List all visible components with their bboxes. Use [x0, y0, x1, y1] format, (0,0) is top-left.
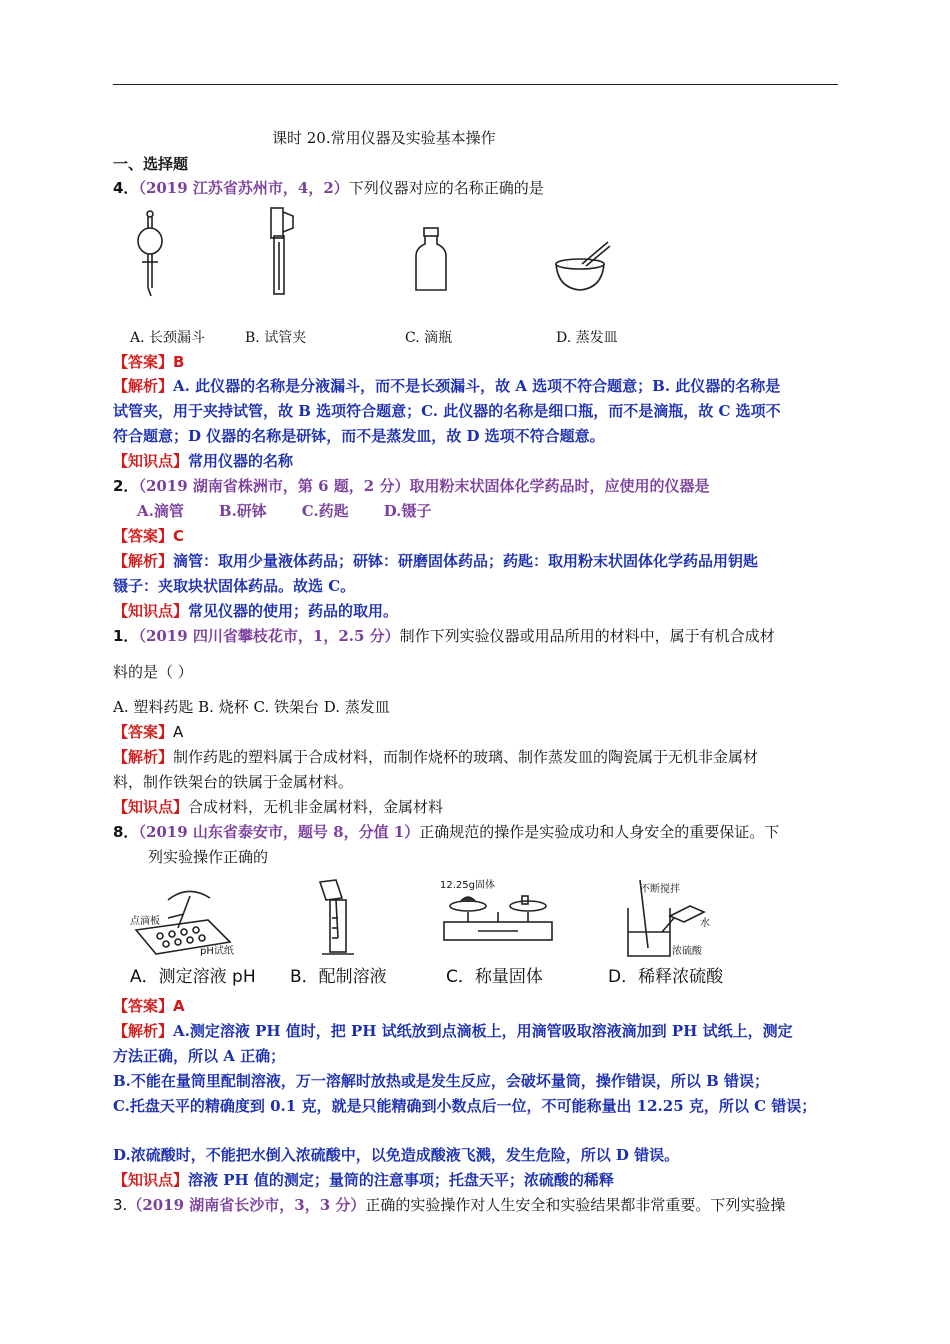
caption-c: C．称量固体: [446, 967, 543, 987]
spot-plate-label: 点滴板: [130, 916, 160, 927]
ph-paper-label: pH试纸: [200, 946, 234, 957]
knowledge-point: 【知识点】溶液 PH 值的测定；量筒的注意事项；托盘天平；浓硫酸的稀释: [113, 1171, 614, 1189]
caption-b: B．配制溶液: [290, 967, 387, 987]
mortar-and-pestle-figure: [552, 238, 614, 298]
balance-figure: [438, 888, 558, 962]
solid-mass-label: 12.25g固体: [440, 880, 495, 891]
graduated-cylinder-figure: [310, 878, 370, 962]
explanation-line: 方法正确，所以 A 正确；: [113, 1047, 286, 1065]
section-heading: 一、选择题: [113, 155, 189, 173]
question-stem-cont: 料的是（ ）: [113, 663, 193, 681]
question-source: （2019 江苏省苏州市，4，2）: [138, 179, 349, 197]
explanation-line: 【解析】制作药匙的塑料属于合成材料，而制作烧杯的玻璃、制作蒸发皿的陶瓷属于无机非金属材: [113, 748, 759, 766]
sulfuric-acid-label: 浓硫酸: [672, 946, 702, 957]
explanation-line: 试管夹，用于夹持试管，故 B 选项符合题意；C. 此仪器的名称是细口瓶，而不是滴瓶，故 C 选项不: [113, 402, 781, 420]
knowledge-point: 【知识点】常用仪器的名称: [113, 452, 294, 470]
explanation-line: C.托盘天平的精确度到 0.1 克，就是只能精确到小数点后一位，不可能称量出 12.25 克，所以 C 错误；: [113, 1097, 817, 1115]
explanation-line: B.不能在量筒里配制溶液，万一溶解时放热或是发生反应，会破坏量筒，操作错误，所以 B 错误；: [113, 1072, 770, 1090]
caption-a: A．测定溶液 pH: [130, 967, 256, 987]
knowledge-point: 【知识点】常见仪器的使用；药品的取用。: [113, 602, 399, 620]
water-label: 水: [700, 918, 710, 929]
option-c-label: C. 滴瓶: [405, 330, 453, 346]
explanation-line: 镊子：夹取块状固体药品。故选 C。: [113, 577, 356, 595]
question-8: 8．（2019 山东省泰安市，题号 8，分值 1）正确规范的操作是实验成功和人身安全的重要保证。下: [113, 823, 780, 841]
question-1: 1．（2019 四川省攀枝花市，1，2.5 分）制作下列实验仪器或用品所用的材料中，属于有机合成材: [113, 627, 775, 645]
test-tube-clamp-figure: [265, 206, 301, 300]
answer-line: 【答案】C: [113, 527, 185, 545]
options-line: A. 塑料药匙 B. 烧杯 C. 铁架台 D. 蒸发皿: [113, 698, 390, 716]
answer-line: 【答案】A: [113, 997, 185, 1015]
explanation-line: 符合题意；D 仪器的名称是研钵，而不是蒸发皿，故 D 选项不符合题意。: [113, 427, 605, 445]
top-rule: [113, 84, 838, 85]
question-stem: 下列仪器对应的名称正确的是: [348, 179, 544, 197]
option-a-label: A. 长颈漏斗: [130, 330, 206, 346]
stir-label: 不断搅拌: [640, 884, 680, 895]
separatory-funnel-figure: [133, 208, 173, 300]
explanation-line: 【解析】A.测定溶液 PH 值时，把 PH 试纸放到点滴板上，用滴管吸取溶液滴加到 PH 试纸上，测定: [113, 1022, 793, 1040]
question-stem-cont: 列实验操作正确的: [148, 848, 269, 866]
option-b-label: B. 试管夹: [245, 330, 307, 346]
knowledge-point: 【知识点】合成材料，无机非金属材料，金属材料: [113, 798, 444, 816]
page-title: 课时 20.常用仪器及实验基本操作: [272, 129, 496, 147]
option-d-label: D. 蒸发皿: [556, 330, 618, 346]
question-4: 4．（2019 江苏省苏州市，4，2）下列仪器对应的名称正确的是: [113, 179, 544, 197]
answer-line: 【答案】B: [113, 353, 185, 371]
explanation-line: D.浓硫酸时，不能把水倒入浓硫酸中，以免造成酸液飞溅，发生危险，所以 D 错误。: [113, 1146, 680, 1164]
explanation-line: 【解析】A. 此仪器的名称是分液漏斗，而不是长颈漏斗，故 A 选项不符合题意；B. 此仪器的名称是: [113, 377, 781, 395]
options-line: A.滴管 B.研钵 C.药匙 D.镊子: [137, 502, 432, 520]
explanation-line: 料，制作铁架台的铁属于金属材料。: [113, 773, 354, 791]
question-2: 2．（2019 湖南省株洲市，第 6 题，2 分）取用粉末状固体化学药品时，应使用的仪器是: [113, 477, 710, 495]
answer-line: 【答案】A: [113, 723, 184, 741]
reagent-bottle-figure: [412, 226, 452, 296]
explanation-line: 【解析】滴管：取用少量液体药品；研钵：研磨固体药品；药匙：取用粉末状固体化学药品用钥匙: [113, 552, 759, 570]
caption-d: D．稀释浓硫酸: [608, 967, 724, 987]
question-3: 3.（2019 湖南省长沙市，3，3 分）正确的实验操作对人生安全和实验结果都非常重要。下列实验操: [113, 1196, 786, 1214]
